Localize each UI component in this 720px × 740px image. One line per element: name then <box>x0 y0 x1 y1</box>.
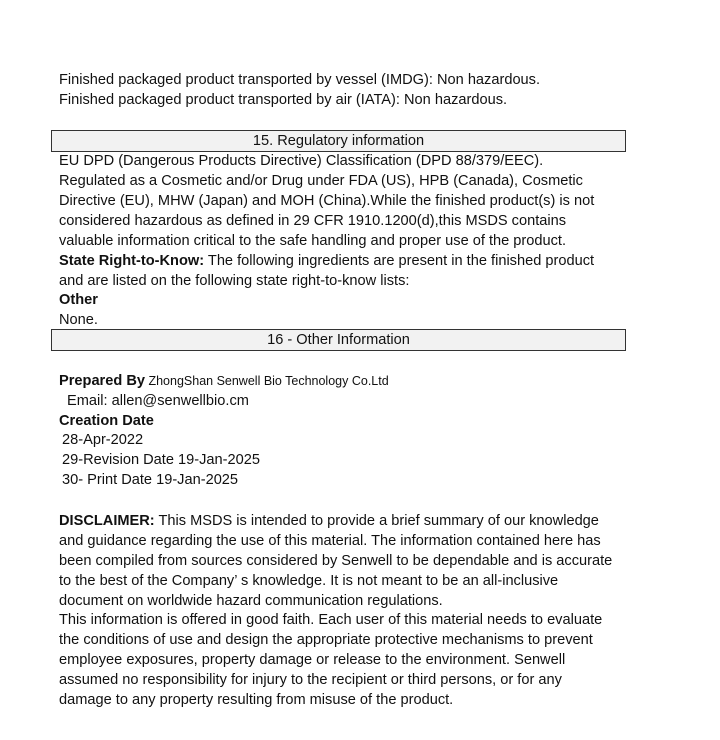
prepared-by-label: Prepared By <box>59 373 145 389</box>
section-16-header: 16 - Other Information <box>51 329 626 351</box>
prepared-by-value: ZhongShan Senwell Bio Technology Co.Ltd <box>144 374 389 388</box>
state-right-to-know-paragraph <box>59 251 594 271</box>
state-right-to-know-text: The following ingredients are present in the finished product <box>204 253 595 269</box>
regulatory-line: considered hazardous as defined in 29 CFR 1910.1200(d),this MSDS contains <box>59 213 567 229</box>
disclaimer-text: This MSDS is intended to provide a brief summary of our knowledge <box>154 513 599 529</box>
regulatory-line: EU DPD (Dangerous Products Directive) Classification (DPD 88/379/EEC). <box>59 153 544 169</box>
disclaimer-first-line <box>59 511 599 531</box>
other-value: None. <box>59 312 98 328</box>
transport-imdg-line: Finished packaged product transported by vessel (IMDG): Non hazardous. <box>59 72 541 88</box>
creation-date-label: Creation Date <box>59 413 154 429</box>
creation-date-value: 28-Apr-2022 <box>62 432 144 448</box>
print-date-line: 30- Print Date 19-Jan-2025 <box>62 472 239 488</box>
state-right-to-know-line2: and are listed on the following state right-to-know lists: <box>59 273 410 289</box>
disclaimer-line: the conditions of use and design the appropriate protective mechanisms to prevent <box>59 632 593 648</box>
regulatory-line: Directive (EU), MHW (Japan) and MOH (China).While the finished product(s) is not <box>59 193 595 209</box>
section-15-header: 15. Regulatory information <box>51 130 626 152</box>
regulatory-line: valuable information critical to the safe handling and proper use of the product. <box>59 233 567 249</box>
email-line: Email: allen@senwellbio.cm <box>67 393 249 409</box>
disclaimer-line: assumed no responsibility for injury to the recipient or third persons, or for any <box>59 672 562 688</box>
state-right-to-know-label: State Right-to-Know: <box>59 253 205 269</box>
disclaimer-line: been compiled from sources considered by Senwell to be dependable and is accurate <box>59 553 613 569</box>
disclaimer-label: DISCLAIMER: <box>59 513 155 529</box>
disclaimer-line: employee exposures, property damage or release to the environment. Senwell <box>59 652 566 668</box>
transport-iata-line: Finished packaged product transported by air (IATA): Non hazardous. <box>59 92 508 108</box>
disclaimer-line: This information is offered in good faith. Each user of this material needs to evaluate <box>59 612 603 628</box>
regulatory-line: Regulated as a Cosmetic and/or Drug under FDA (US), HPB (Canada), Cosmetic <box>59 173 583 189</box>
disclaimer-line: damage to any property resulting from misuse of the product. <box>59 692 454 708</box>
prepared-by-line <box>59 371 389 391</box>
disclaimer-line: document on worldwide hazard communication regulations. <box>59 593 443 609</box>
disclaimer-line: to the best of the Company’ s knowledge. It is not meant to be an all-inclusive <box>59 573 559 589</box>
other-label: Other <box>59 292 98 308</box>
disclaimer-line: and guidance regarding the use of this material. The information contained here has <box>59 533 601 549</box>
revision-date-line: 29-Revision Date 19-Jan-2025 <box>62 452 260 468</box>
